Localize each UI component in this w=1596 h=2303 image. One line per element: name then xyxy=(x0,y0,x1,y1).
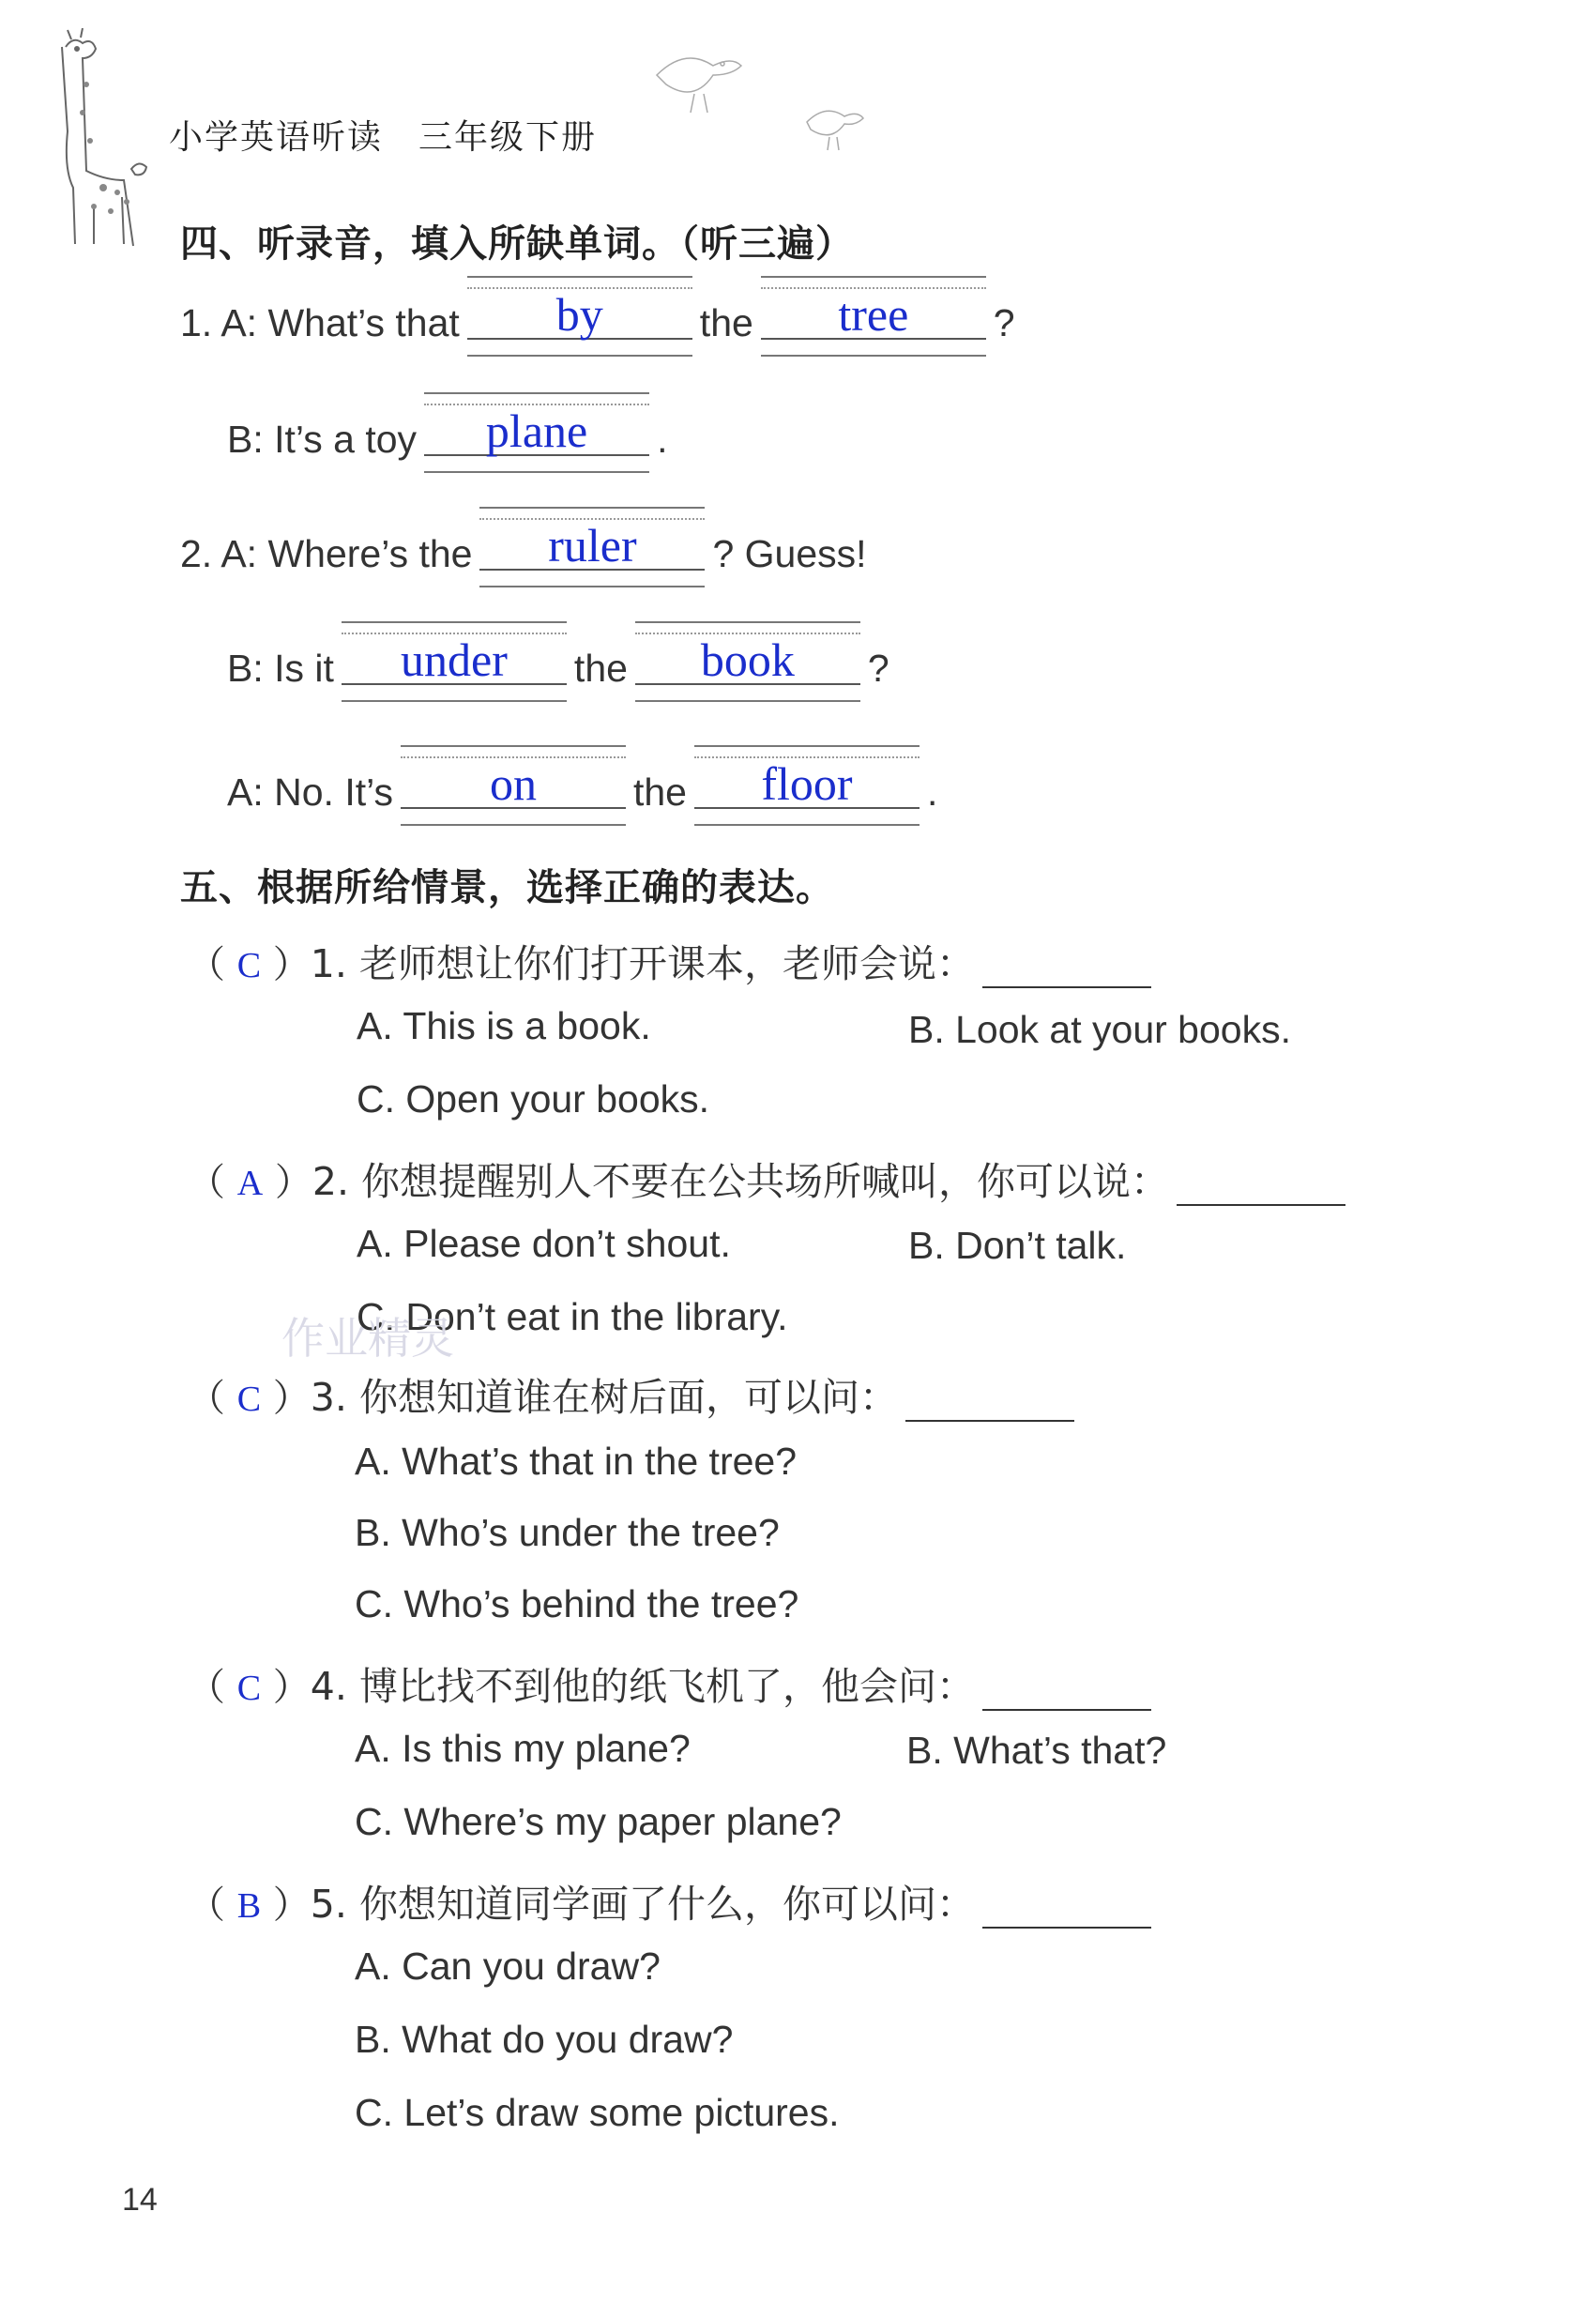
chosen-answer: C xyxy=(236,1380,262,1419)
answer-text: by xyxy=(555,288,603,341)
option-c[interactable]: C. Where’s my paper plane? xyxy=(355,1800,842,1843)
option-a[interactable]: A. Please don’t shout. xyxy=(357,1222,731,1265)
answer-text: book xyxy=(700,633,795,686)
option-c[interactable]: C. Let’s draw some pictures. xyxy=(355,2091,840,2134)
answer-text: plane xyxy=(485,404,588,457)
question-text: 1. 老师想让你们打开课本，老师会说： xyxy=(310,941,975,986)
bird-doodle-icon xyxy=(638,38,760,122)
q2b-prefix: B: Is it xyxy=(227,647,334,690)
section-4-title: 四、听录音，填入所缺单词。（听三遍） xyxy=(180,222,854,266)
option-a[interactable]: A. Is this my plane? xyxy=(355,1727,691,1770)
option-a[interactable]: A. What’s that in the tree? xyxy=(355,1440,797,1483)
answer-line[interactable] xyxy=(905,1386,1074,1422)
chosen-answer: C xyxy=(236,1669,262,1708)
answer-text: on xyxy=(489,757,537,810)
q1b-end: . xyxy=(657,418,668,461)
choice-question-4 xyxy=(188,1655,1151,1711)
bird-doodle-icon xyxy=(798,94,873,160)
answer-line[interactable] xyxy=(982,1675,1151,1711)
choice-question-3 xyxy=(188,1366,1074,1422)
answer-line[interactable] xyxy=(1177,1170,1345,1206)
q1a-end: ? xyxy=(993,301,1015,344)
page-number: 14 xyxy=(122,2182,158,2218)
question-text: 3. 你想知道谁在树后面，可以问： xyxy=(310,1375,898,1420)
q2c-mid: the xyxy=(632,770,687,814)
option-c[interactable]: C. Who’s behind the tree? xyxy=(355,1582,799,1625)
option-b[interactable]: B. Look at your books. xyxy=(908,1008,1291,1051)
q2a-end: ? Guess! xyxy=(712,532,867,575)
q2-line-c xyxy=(227,757,938,815)
option-a[interactable]: A. Can you draw? xyxy=(355,1945,661,1988)
q1b-blank-1[interactable] xyxy=(424,404,649,457)
option-c[interactable]: C. Don’t eat in the library. xyxy=(357,1295,788,1338)
option-b[interactable]: B. Who’s under the tree? xyxy=(355,1511,780,1554)
chosen-answer: A xyxy=(236,1164,264,1203)
chosen-answer: C xyxy=(236,946,262,985)
q2b-blank-1[interactable] xyxy=(342,633,567,686)
q1b-prefix: B: It’s a toy xyxy=(227,418,418,461)
answer-text: ruler xyxy=(548,519,637,572)
book-header: 小学英语听读 三年级下册 xyxy=(169,118,598,157)
q2c-end: . xyxy=(926,770,938,814)
question-text: 2. 你想提醒别人不要在公共场所喊叫，你可以说： xyxy=(312,1159,1170,1204)
q2c-blank-2[interactable] xyxy=(694,757,920,810)
question-text: 4. 博比找不到他的纸飞机了，他会问： xyxy=(310,1664,975,1709)
answer-paren[interactable]: （ C ） xyxy=(188,1666,311,1709)
watermark: 作业精灵 xyxy=(281,1313,454,1364)
answer-paren[interactable]: （ B ） xyxy=(188,1884,311,1927)
chosen-answer: B xyxy=(236,1886,262,1926)
q2b-end: ? xyxy=(867,647,889,690)
choice-question-1 xyxy=(188,933,1151,988)
answer-paren[interactable]: （ C ） xyxy=(188,1377,311,1420)
q2-line-a xyxy=(180,519,867,576)
q1a-prefix: 1. A: What’s that xyxy=(180,301,460,344)
option-b[interactable]: B. What do you draw? xyxy=(355,2018,734,2061)
giraffe-illustration xyxy=(38,28,178,253)
q1a-blank-2[interactable] xyxy=(761,288,986,341)
q1-line-b xyxy=(227,404,668,462)
answer-paren[interactable]: （ C ） xyxy=(188,943,311,986)
q2c-blank-1[interactable] xyxy=(401,757,626,810)
q1a-mid: the xyxy=(699,301,753,344)
answer-paren[interactable]: （ A ） xyxy=(188,1161,312,1204)
option-b[interactable]: B. Don’t talk. xyxy=(908,1224,1127,1267)
answer-text: floor xyxy=(761,757,853,810)
q2a-blank-1[interactable] xyxy=(479,519,705,572)
question-text: 5. 你想知道同学画了什么，你可以问： xyxy=(310,1882,975,1927)
q2-line-b xyxy=(227,633,889,691)
q1-line-a xyxy=(180,288,1015,345)
choice-question-2 xyxy=(188,1151,1345,1206)
answer-text: tree xyxy=(838,288,909,341)
option-c[interactable]: C. Open your books. xyxy=(357,1077,710,1121)
answer-line[interactable] xyxy=(982,953,1151,988)
q2b-blank-2[interactable] xyxy=(635,633,860,686)
q2a-prefix: 2. A: Where’s the xyxy=(180,532,473,575)
section-5-title: 五、根据所给情景，选择正确的表达。 xyxy=(180,866,834,909)
q2b-mid: the xyxy=(573,647,628,690)
choice-question-5 xyxy=(188,1873,1151,1929)
answer-line[interactable] xyxy=(982,1893,1151,1929)
answer-text: under xyxy=(401,633,508,686)
option-a[interactable]: A. This is a book. xyxy=(357,1004,651,1047)
q1a-blank-1[interactable] xyxy=(467,288,692,341)
q2c-prefix: A: No. It’s xyxy=(227,770,393,814)
option-b[interactable]: B. What’s that? xyxy=(906,1729,1167,1772)
